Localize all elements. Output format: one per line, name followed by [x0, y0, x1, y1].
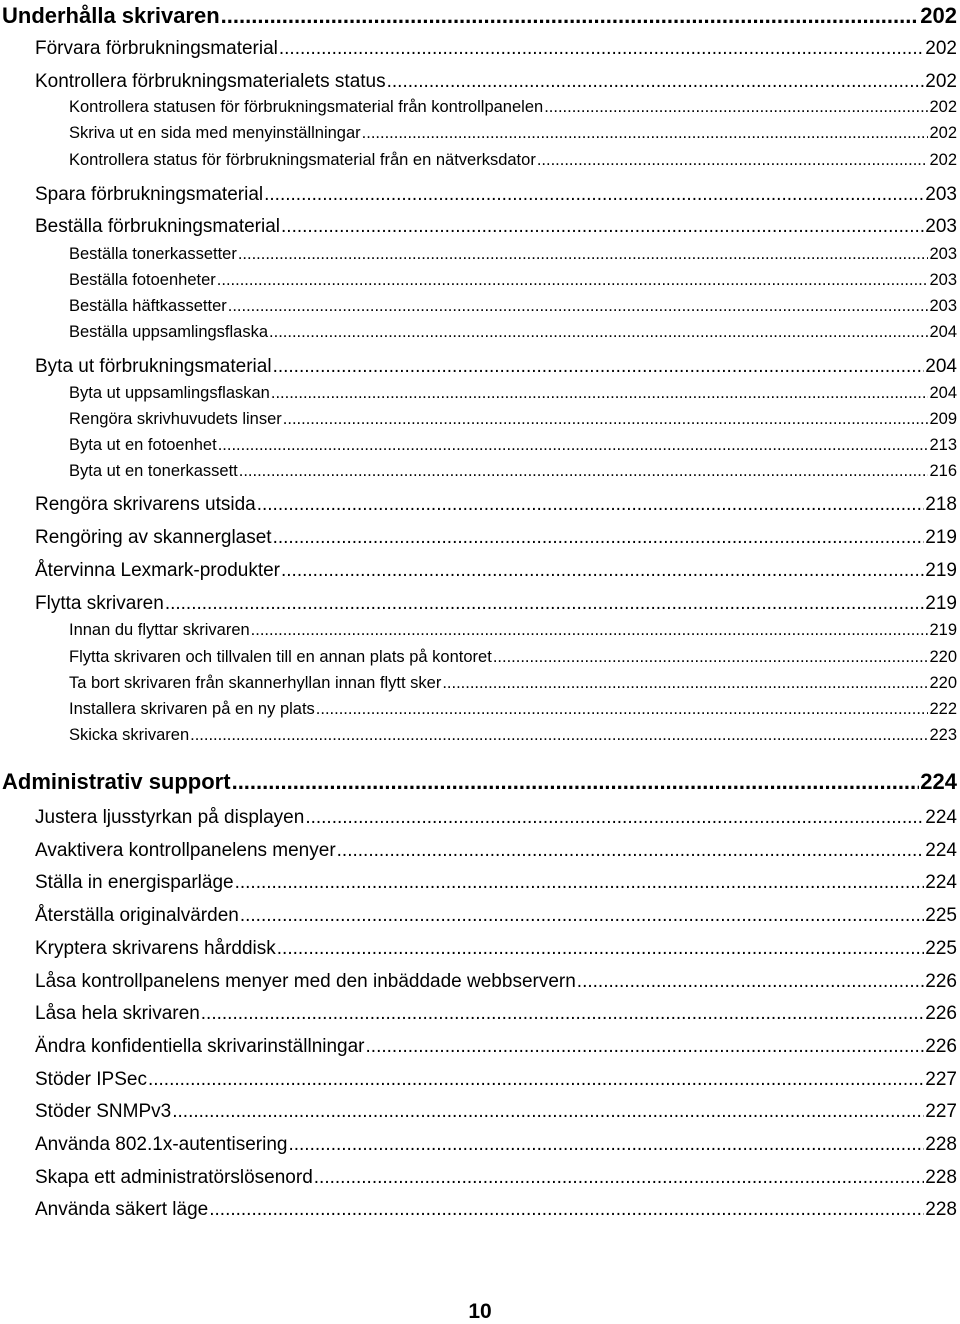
toc-title: Byta ut uppsamlingsflaskan — [69, 384, 270, 402]
toc-leader — [238, 246, 929, 263]
toc-section[interactable] — [35, 217, 957, 236]
toc-page: 228 — [925, 1199, 957, 1220]
toc-title: Skapa ett administratörslösenord — [35, 1167, 313, 1188]
toc-title: Spara förbrukningsmaterial — [35, 184, 264, 205]
toc-page: 220 — [929, 674, 957, 692]
toc-page: 204 — [929, 384, 957, 402]
toc-title: Innan du flyttar skrivaren — [69, 621, 250, 639]
toc-page: 209 — [929, 410, 957, 428]
toc-title: Installera skrivaren på en ny plats — [69, 700, 315, 718]
toc-subsection[interactable] — [69, 437, 957, 454]
toc-page: 202 — [929, 98, 957, 116]
toc-title: Underhålla skrivaren — [2, 3, 220, 28]
toc-leader — [277, 939, 925, 958]
toc-subsection[interactable] — [69, 649, 957, 666]
toc-title: Kryptera skrivarens hårddisk — [35, 938, 276, 959]
toc-leader — [251, 622, 929, 639]
toc-title: Rengöring av skannerglaset — [35, 527, 272, 548]
toc-page: 223 — [929, 726, 957, 744]
toc-leader — [273, 528, 925, 547]
toc-page: 227 — [925, 1101, 957, 1122]
toc-section[interactable] — [35, 561, 957, 580]
toc-section[interactable] — [35, 873, 957, 892]
page-number: 10 — [468, 1300, 492, 1323]
toc-subsection[interactable] — [69, 99, 957, 116]
toc-leader — [269, 324, 928, 341]
toc-leader — [228, 298, 929, 315]
toc-title: Byta ut en tonerkassett — [69, 462, 238, 480]
toc-title: Stöder IPSec — [35, 1069, 147, 1090]
toc-subsection[interactable] — [69, 125, 957, 142]
toc-title: Byta ut en fotoenhet — [69, 436, 217, 454]
toc-title: Rengöra skrivarens utsida — [35, 494, 256, 515]
toc-leader — [239, 463, 929, 480]
toc-title: Avaktivera kontrollpanelens menyer — [35, 840, 336, 861]
toc-leader — [148, 1070, 924, 1089]
toc-subsection[interactable] — [69, 727, 957, 744]
toc-subsection[interactable] — [69, 152, 957, 169]
toc-title: Flytta skrivaren och tillvalen till en annan plats på kontoret — [69, 648, 492, 666]
toc-subsection[interactable] — [69, 246, 957, 263]
toc-section[interactable] — [35, 72, 957, 91]
toc-leader — [271, 385, 929, 402]
toc-page: 219 — [929, 621, 957, 639]
toc-section[interactable] — [35, 1004, 957, 1023]
toc-page: 219 — [925, 527, 957, 548]
toc-leader — [316, 701, 929, 718]
toc-leader — [283, 411, 929, 428]
toc-subsection[interactable] — [69, 463, 957, 480]
toc-page: 202 — [920, 3, 957, 28]
toc-leader — [264, 185, 924, 204]
toc-leader — [537, 152, 929, 169]
toc-leader — [442, 675, 928, 692]
toc-chapter[interactable] — [2, 5, 957, 27]
toc-leader — [493, 649, 929, 666]
toc-title: Byta ut förbrukningsmaterial — [35, 356, 272, 377]
toc-page: 225 — [925, 905, 957, 926]
toc-title: Beställa tonerkassetter — [69, 245, 237, 263]
toc-page: 224 — [925, 840, 957, 861]
toc-section[interactable] — [35, 594, 957, 613]
toc-title: Kontrollera förbrukningsmaterialets status — [35, 71, 386, 92]
toc-title: Återvinna Lexmark-produkter — [35, 560, 280, 581]
toc-title: Skicka skrivaren — [69, 726, 190, 744]
toc-page: 227 — [925, 1069, 957, 1090]
toc-leader — [337, 841, 925, 860]
toc-leader — [218, 437, 929, 454]
toc-subsection[interactable] — [69, 324, 957, 341]
toc-page: 220 — [929, 648, 957, 666]
toc-title: Återställa originalvärden — [35, 905, 239, 926]
toc-leader — [366, 1037, 925, 1056]
toc-title: Låsa hela skrivaren — [35, 1003, 200, 1024]
toc-page: 203 — [925, 184, 957, 205]
toc-leader — [288, 1135, 924, 1154]
toc-section[interactable] — [35, 1070, 957, 1089]
toc-section[interactable] — [35, 185, 957, 204]
toc-leader — [209, 1200, 924, 1219]
toc-leader — [190, 727, 928, 744]
toc-page: 224 — [920, 769, 957, 794]
toc-page: 224 — [925, 807, 957, 828]
toc-leader — [201, 1004, 925, 1023]
toc-page: 204 — [929, 323, 957, 341]
toc-title: Administrativ support — [2, 769, 231, 794]
toc-leader — [387, 72, 925, 91]
toc-page: 202 — [925, 38, 957, 59]
toc-subsection[interactable] — [69, 298, 957, 315]
toc-page: 219 — [925, 560, 957, 581]
toc-leader — [232, 771, 920, 793]
toc-section[interactable] — [35, 495, 957, 514]
toc-leader — [273, 357, 925, 376]
toc-title: Ta bort skrivaren från skannerhyllan innan flytt sker — [69, 674, 442, 692]
toc-section[interactable] — [35, 906, 957, 925]
toc-title: Stöder SNMPv3 — [35, 1101, 172, 1122]
toc-page: 228 — [925, 1167, 957, 1188]
toc-page: 228 — [925, 1134, 957, 1155]
toc-title: Beställa uppsamlingsflaska — [69, 323, 269, 341]
toc-section[interactable] — [35, 528, 957, 547]
toc-subsection[interactable] — [69, 272, 957, 289]
toc-section[interactable] — [35, 1168, 957, 1187]
toc-title: Beställa förbrukningsmaterial — [35, 216, 281, 237]
toc-title: Justera ljusstyrkan på displayen — [35, 807, 305, 828]
toc-title: Ändra konfidentiella skrivarinställningar — [35, 1036, 365, 1057]
toc-section[interactable] — [35, 1200, 957, 1219]
toc-page: 204 — [925, 356, 957, 377]
toc-page: 226 — [925, 1036, 957, 1057]
toc-leader — [362, 125, 929, 142]
toc-section[interactable] — [35, 39, 957, 58]
toc-chapter[interactable] — [2, 771, 957, 793]
toc-section[interactable] — [35, 1037, 957, 1056]
toc-leader — [165, 594, 924, 613]
toc-title: Ställa in energisparläge — [35, 872, 234, 893]
toc-leader — [279, 39, 924, 58]
toc-leader — [577, 972, 925, 991]
toc-title: Beställa fotoenheter — [69, 271, 216, 289]
toc-page: 226 — [925, 1003, 957, 1024]
toc-page: 219 — [925, 593, 957, 614]
toc-title: Kontrollera status för förbrukningsmaterial från en nätverksdator — [69, 151, 536, 169]
toc-title: Rengöra skrivhuvudets linser — [69, 410, 282, 428]
toc-title: Använda säkert läge — [35, 1199, 209, 1220]
toc-page: 202 — [929, 124, 957, 142]
toc-leader — [281, 217, 924, 236]
toc-title: Beställa häftkassetter — [69, 297, 227, 315]
toc-leader — [257, 495, 925, 514]
toc-leader — [544, 99, 928, 116]
toc-leader — [305, 808, 924, 827]
toc-subsection[interactable] — [69, 622, 957, 639]
toc-section[interactable] — [35, 939, 957, 958]
toc-page: 203 — [929, 245, 957, 263]
toc-page: 202 — [925, 71, 957, 92]
toc-subsection[interactable] — [69, 411, 957, 428]
toc-section[interactable] — [35, 1102, 957, 1121]
toc-leader — [240, 906, 924, 925]
toc-page: 216 — [929, 462, 957, 480]
toc-leader — [221, 5, 920, 27]
toc-leader — [172, 1102, 924, 1121]
toc-subsection[interactable] — [69, 385, 957, 402]
toc-page: 202 — [929, 151, 957, 169]
toc-section[interactable] — [35, 841, 957, 860]
toc-section[interactable] — [35, 972, 957, 991]
toc-title: Flytta skrivaren — [35, 593, 164, 614]
toc-page: 218 — [925, 494, 957, 515]
toc-page: 226 — [925, 971, 957, 992]
toc-page: 222 — [929, 700, 957, 718]
toc-section[interactable] — [35, 357, 957, 376]
toc-page: 203 — [929, 271, 957, 289]
toc-title: Låsa kontrollpanelens menyer med den inbäddade webbservern — [35, 971, 576, 992]
toc-subsection[interactable] — [69, 701, 957, 718]
toc-page: 213 — [929, 436, 957, 454]
toc-section[interactable] — [35, 808, 957, 827]
toc-title: Skriva ut en sida med menyinställningar — [69, 124, 361, 142]
toc-page: 224 — [925, 872, 957, 893]
toc-leader — [281, 561, 924, 580]
toc-page: 203 — [925, 216, 957, 237]
toc-page: 203 — [929, 297, 957, 315]
toc-section[interactable] — [35, 1135, 957, 1154]
toc-leader — [314, 1168, 925, 1187]
toc-leader — [235, 873, 925, 892]
toc-title: Kontrollera statusen för förbrukningsmaterial från kontrollpanelen — [69, 98, 544, 116]
toc-leader — [217, 272, 929, 289]
toc-page: 225 — [925, 938, 957, 959]
toc-title: Använda 802.1x-autentisering — [35, 1134, 288, 1155]
toc-title: Förvara förbrukningsmaterial — [35, 38, 278, 59]
toc-subsection[interactable] — [69, 675, 957, 692]
